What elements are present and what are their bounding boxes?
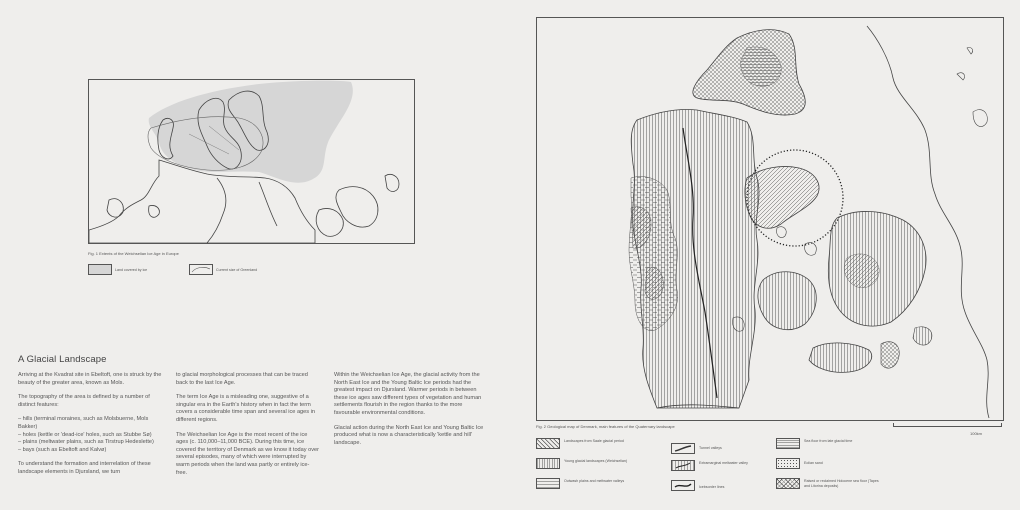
europe-map-frame	[88, 79, 415, 244]
legend-label: Eolian sand	[804, 461, 823, 465]
legend-tunnel-valleys	[671, 443, 771, 455]
legend-item-ice	[88, 264, 188, 276]
legend-saale	[536, 438, 656, 450]
crosshatch-swatch-icon	[776, 478, 800, 489]
legend-sea-floor	[776, 438, 886, 450]
legend-label: Outwash plains and meltwater valleys	[564, 479, 625, 483]
list-item: – holes (kettle or 'dead-ice' holes, such as Stubbe Sø)	[18, 431, 152, 438]
djursland-region	[745, 166, 819, 228]
text-column-3	[334, 372, 484, 454]
vertical-hatch-swatch-icon	[536, 458, 560, 469]
dash-pattern-swatch-icon	[536, 478, 560, 489]
funen-region	[758, 272, 816, 330]
paragraph: to glacial morphological processes that can be traced back to the last Ice Age.	[176, 372, 308, 386]
section-heading: A Glacial Landscape	[18, 354, 107, 365]
diagonal-hatch-swatch-icon	[536, 438, 560, 449]
text-column-1	[18, 372, 164, 484]
lolland-region	[809, 343, 872, 372]
legend-extramarginal	[671, 460, 771, 472]
ice-border-line-swatch-icon	[671, 480, 695, 491]
legend-outwash	[536, 478, 656, 490]
extramarginal-swatch-icon	[671, 460, 695, 471]
legend-label: Icebsorder lines	[699, 485, 725, 489]
legend-holocene	[776, 478, 896, 490]
denmark-map-frame	[536, 17, 1004, 421]
legend-label: Raised or reclaimed Holocene sea floor (Tapes and Litorina deposits)	[804, 479, 879, 488]
europe-ice-extent-map	[89, 80, 414, 243]
legend-young-glacial	[536, 458, 656, 470]
europe-map-caption: Fig. 1 Extents of the Weichselian Ice Age in Europe	[88, 251, 179, 256]
denmark-map-caption: Fig. 2 Geological map of Denmark, main features of the Quaternary landscape	[536, 424, 675, 429]
paragraph: The topography of the area is defined by a number of distinct features:	[18, 394, 150, 408]
paragraph: The Weichselian Ice Age is the most recent of the ice ages (c. 110,000–11,000 BCE). During this time, ice covered the territory of Denmark as we know it today over several episodes, many of which were interrupted by warm periods when the land was partly or entirely ice-free.	[176, 431, 320, 476]
paragraph: To understand the formation and interrelation of these landscape elements in Djursland, we turn	[18, 461, 151, 475]
legend-label: Young glacial landscapes (Weichselian)	[564, 459, 628, 463]
tunnel-valley-swatch-icon	[671, 443, 695, 454]
greenland-outline-swatch-icon	[189, 264, 213, 275]
legend-label: Extramarginal meltwater valley	[699, 461, 748, 465]
legend-label: Tunnel valleys	[699, 446, 722, 450]
list-item: – plains (meltwater plains, such as Tirstrup Hedeslette)	[18, 439, 154, 446]
legend-label: Current size of Greenland	[216, 268, 258, 272]
paragraph: The term Ice Age is a misleading one, suggestive of a singular era in the Earth's history when in fact the term covers a considerable time span and several ice ages in different regions.	[176, 394, 315, 423]
legend-label: Sea floor from late glacial time	[804, 439, 853, 443]
list-item: – hills (terminal moraines, such as Molsbuerne, Mols Bakker)	[18, 416, 149, 430]
gray-fill-swatch-icon	[88, 264, 112, 275]
horizontal-hatch-swatch-icon	[776, 438, 800, 449]
denmark-geological-map	[537, 18, 1003, 420]
legend-eolian-sand	[776, 458, 886, 470]
dotted-swatch-icon	[776, 458, 800, 469]
scale-bar-end-tick	[1001, 423, 1002, 427]
legend-label: Landscapes from Saale glacial period	[564, 439, 624, 443]
scale-bar	[893, 424, 1001, 427]
list-item: – bays (such as Ebeltoft and Kalvø)	[18, 446, 107, 453]
ice-sheet-area	[149, 81, 353, 183]
scale-bar-start-tick	[893, 423, 894, 427]
text-column-2	[176, 372, 320, 484]
legend-label: Land covered by ice	[115, 268, 148, 272]
feature-list	[18, 416, 164, 454]
paragraph: Arriving at the Kvadrat site in Ebeltoft, one is struck by the beauty of the greater area, known as Mols.	[18, 372, 162, 386]
paragraph: Within the Weichselian Ice Age, the glacial activity from the North East Ice and the Young Baltic Ice periods had the greatest impact on Djursland. Warmer periods in between these ice ages saw different types of vegetation and human settlements flourish in the region thanks to the more favourable environmental conditions.	[334, 372, 482, 416]
legend-ice-border	[671, 480, 771, 492]
legend-item-greenland	[189, 264, 299, 276]
paragraph: Glacial action during the North East Ice and Young Baltic Ice produced what is now a characteristically 'kettle and hill' landscape.	[334, 424, 484, 446]
scale-label: 100km	[970, 431, 983, 436]
